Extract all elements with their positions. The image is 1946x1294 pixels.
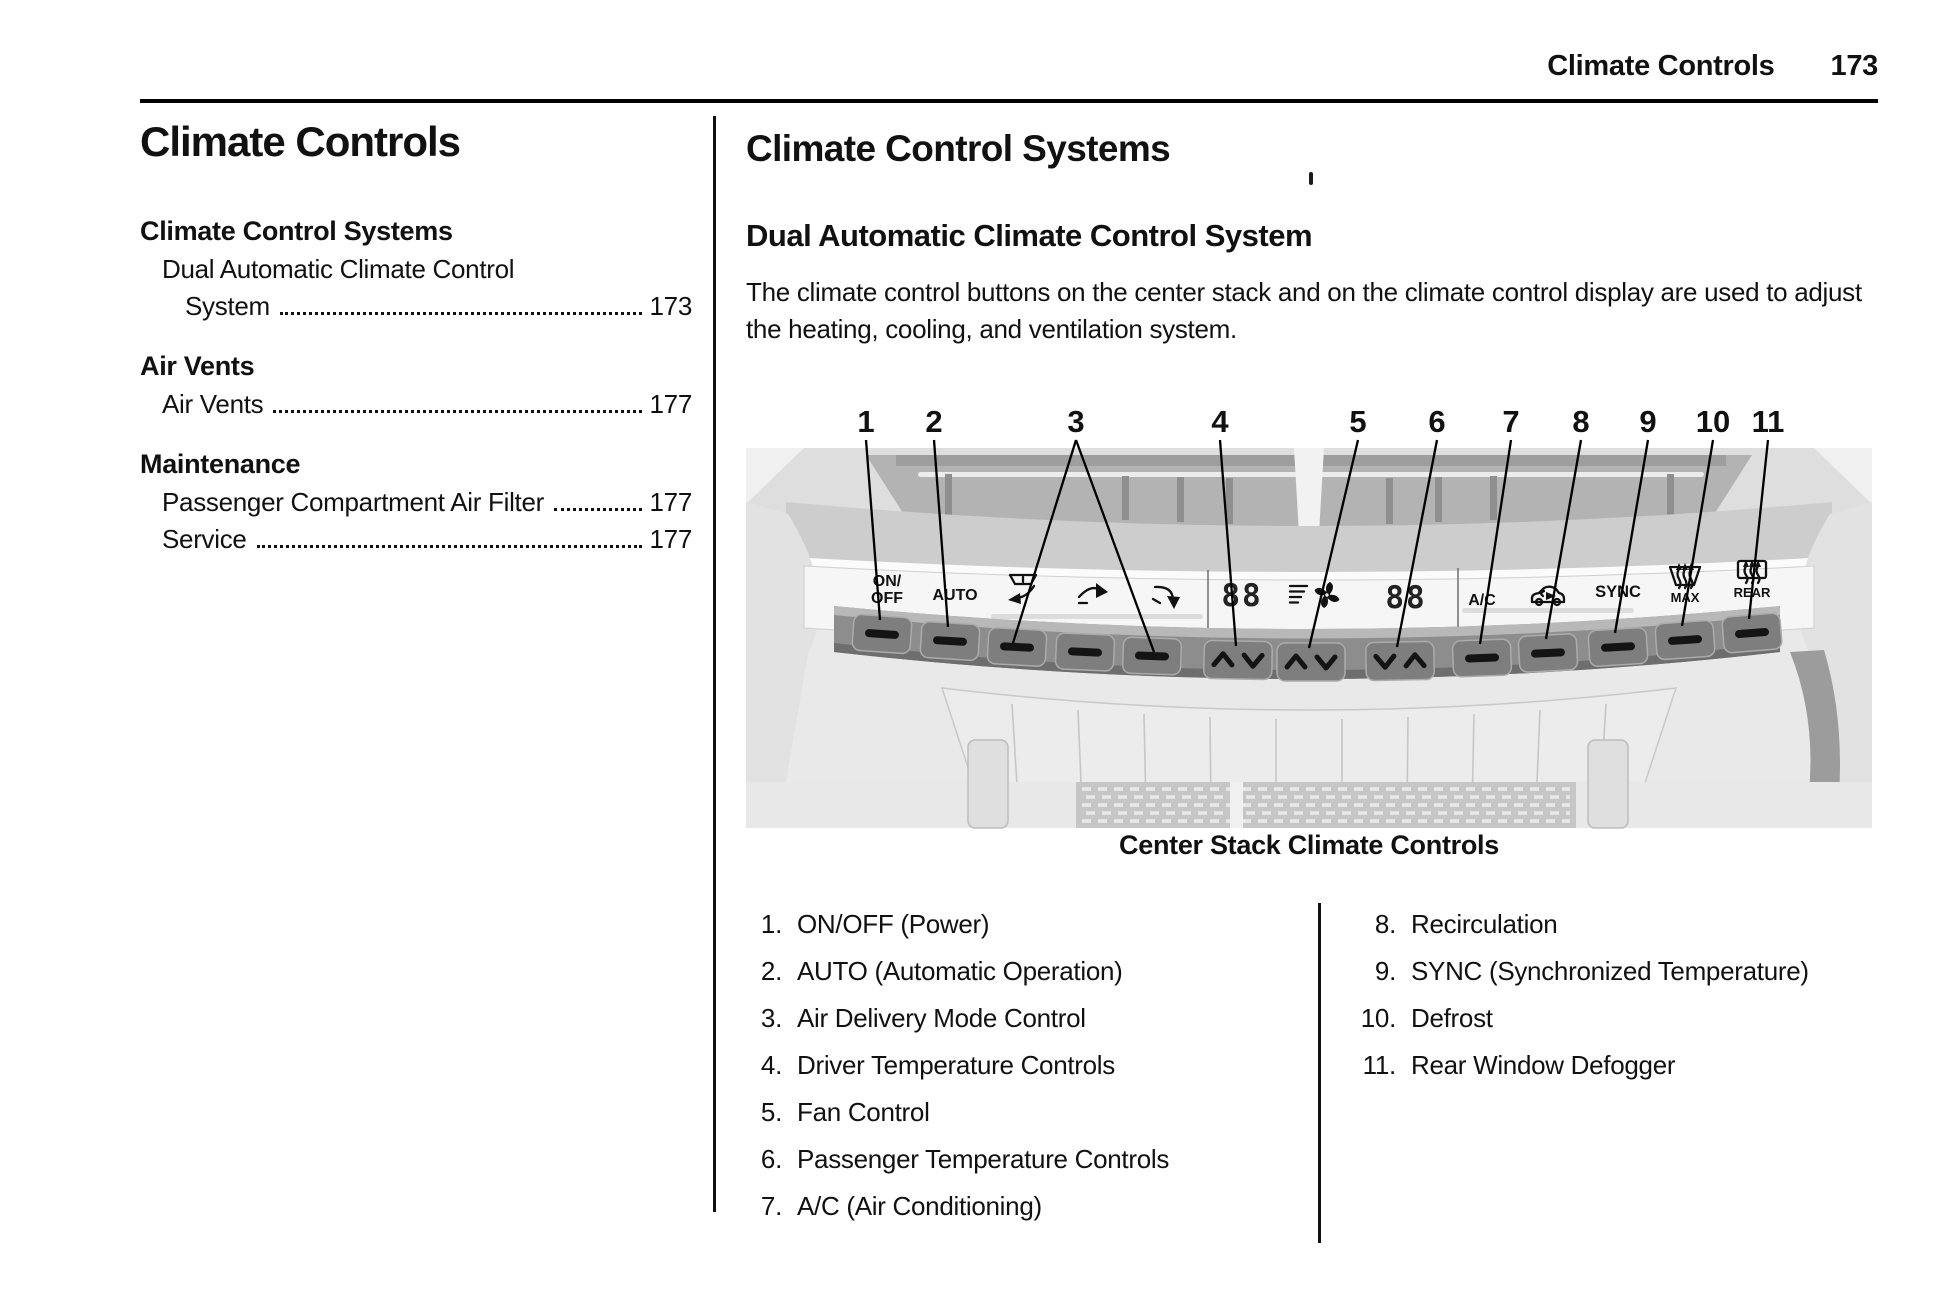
dot-leader [554, 508, 642, 511]
stray-print-mark [1309, 172, 1313, 185]
legend-item-6: 6. Passenger Temperature Controls [760, 1144, 1170, 1174]
callout-9: 9 [1639, 404, 1657, 439]
toc-entry-service[interactable]: Service 177 [140, 521, 692, 558]
passenger-temp-display: 88 [1385, 580, 1427, 616]
left-pillar [968, 740, 1008, 828]
callout-1: 1 [857, 404, 875, 439]
legend-item-1: 1. ON/OFF (Power) [760, 909, 990, 939]
defrost-max-button [1655, 620, 1715, 660]
callout-10: 10 [1695, 404, 1731, 439]
driver-temp-display: 88 [1221, 578, 1263, 614]
rear-label: REAR [1733, 585, 1771, 600]
header-rule [140, 99, 1878, 103]
legend-item-10: 10. Defrost [1360, 1003, 1493, 1033]
toc-page-ref: 177 [649, 389, 692, 419]
legend-item-2: 2. AUTO (Automatic Operation) [760, 956, 1123, 986]
right-pillar [1588, 740, 1628, 828]
callout-numbers [857, 404, 1784, 439]
running-header [1547, 50, 1878, 83]
toc-heading-climate-control-systems: Climate Control Systems [140, 216, 453, 246]
legend-divider [1318, 903, 1321, 1243]
onoff-button [852, 614, 912, 654]
sync-button [1588, 627, 1648, 666]
onoff-label: ON/ [872, 573, 902, 590]
max-label: MAX [1670, 590, 1700, 605]
figure-caption: Center Stack Climate Controls [1119, 830, 1499, 860]
sync-label: SYNC [1595, 583, 1641, 601]
callout-3: 3 [1067, 404, 1085, 439]
callout-11: 11 [1751, 404, 1785, 439]
fan-buttons [1277, 643, 1345, 681]
dot-leader [280, 312, 642, 315]
chapter-title: Climate Controls [140, 118, 461, 165]
subsection-heading: Dual Automatic Climate Control System [746, 218, 1313, 253]
recirculation-button [1518, 634, 1578, 673]
legend-item-3: 3. Air Delivery Mode Control [760, 1003, 1086, 1033]
callout-8: 8 [1572, 404, 1590, 439]
legend-item-4: 4. Driver Temperature Controls [760, 1050, 1115, 1080]
legend-list-left [746, 906, 1306, 1235]
mode-vent-button [1055, 633, 1115, 671]
column-divider [713, 116, 716, 1212]
legend-item-7: 7. A/C (Air Conditioning) [760, 1191, 1042, 1221]
auto-button [920, 621, 980, 660]
legend-item-5: 5. Fan Control [760, 1097, 930, 1127]
section-heading: Climate Control Systems [746, 128, 1171, 169]
auto-label: AUTO [932, 587, 978, 604]
toc-entry-dual-automatic-line2[interactable]: System 173 [140, 288, 692, 325]
driver-temp-buttons [1204, 640, 1273, 679]
ac-label: A/C [1468, 592, 1496, 609]
running-header-section: Climate Controls [1547, 50, 1775, 82]
toc-entry-dual-automatic-line1: Dual Automatic Climate Control [162, 254, 515, 284]
dot-leader [273, 410, 641, 413]
callout-6: 6 [1428, 404, 1446, 439]
dot-leader [257, 545, 642, 548]
callout-5: 5 [1349, 404, 1367, 439]
onoff-label-2: OFF [871, 590, 903, 607]
mode-floor-button [1122, 637, 1181, 675]
legend-list-right [1348, 906, 1888, 1094]
intro-paragraph: The climate control buttons on the center stack and on the climate control display are used to adjust the heating, cooling, and ventilation system. [746, 277, 1862, 344]
center-stack-illustration [746, 352, 1872, 830]
passenger-temp-buttons [1366, 641, 1435, 680]
toc-page-ref: 177 [649, 524, 692, 554]
table-of-contents [140, 216, 692, 558]
legend-item-11: 11. Rear Window Defogger [1362, 1050, 1676, 1080]
toc-page-ref: 173 [649, 291, 692, 321]
toc-entry-air-vents[interactable]: Air Vents 177 [140, 386, 692, 423]
toc-entry-air-filter[interactable]: Passenger Compartment Air Filter 177 [140, 484, 692, 521]
toc-page-ref: 177 [649, 487, 692, 517]
legend-item-8: 8. Recirculation [1374, 909, 1558, 939]
rear-defogger-button [1722, 613, 1783, 653]
callout-7: 7 [1502, 404, 1520, 439]
callout-4: 4 [1211, 404, 1229, 439]
callout-2: 2 [925, 404, 943, 439]
legend-item-9: 9. SYNC (Synchronized Temperature) [1374, 956, 1809, 986]
toc-heading-air-vents: Air Vents [140, 351, 255, 381]
page-number: 173 [1830, 50, 1878, 82]
ac-button [1452, 639, 1511, 677]
toc-heading-maintenance: Maintenance [140, 449, 301, 479]
